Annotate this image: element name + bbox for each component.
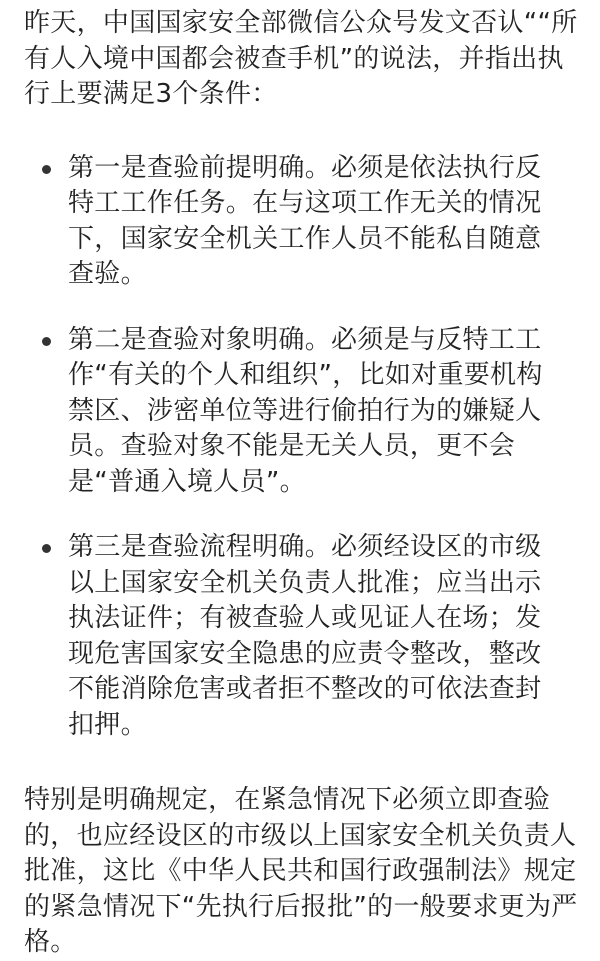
condition-text-1: 第一是查验前提明确。必须是依法执行反特工工作任务。在与这项工作无关的情况下，国家安全机关工作人员不能私自随意查验。	[68, 152, 542, 289]
conditions-list	[24, 151, 582, 744]
list-item	[24, 151, 582, 293]
bullet-icon	[24, 530, 68, 565]
list-item	[24, 530, 582, 743]
closing-paragraph: 特别是明确规定，在紧急情况下必须立即查验的，也应经设区的市级以上国家安全机关负责人批准，这比《中华人民共和国行政强制法》规定的紧急情况下“先执行后报批”的一般要求更为严格。	[24, 785, 578, 957]
condition-text-3: 第三是查验流程明确。必须经设区的市级以上国家安全机关负责人批准；应当出示执法证件；有被查验人或见证人在场；发现危害国家安全隐患的应责令整改，整改不能消除危害或者拒不整改的可依法查封扣押。	[68, 532, 542, 740]
list-item	[24, 323, 582, 501]
bullet-icon	[24, 151, 68, 186]
intro-paragraph: 昨天，中国国家安全部微信公众号发文否认““所有人入境中国都会被查手机”的说法，并指出执行上要满足3个条件：	[24, 8, 578, 109]
bullet-icon	[24, 323, 68, 358]
condition-text-2: 第二是查验对象明确。必须是与反特工工作“有关的个人和组织”，比如对重要机构禁区、涉密单位等进行偷拍行为的嫌疑人员。查验对象不能是无关人员，更不会是“普通入境人员”。	[68, 324, 543, 497]
